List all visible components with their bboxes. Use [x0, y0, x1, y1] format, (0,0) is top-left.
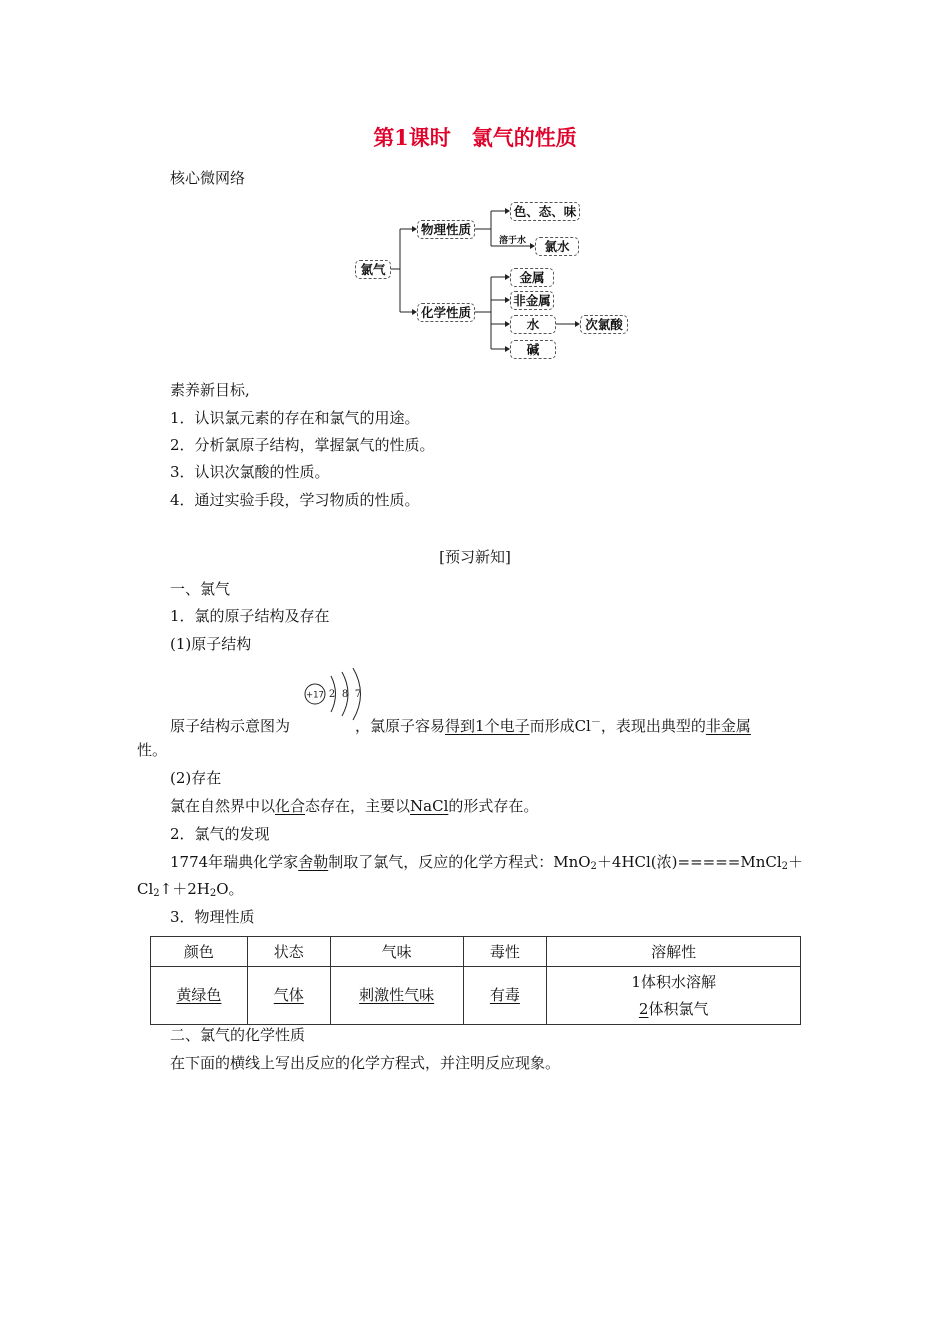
answer-combined: 化合 [275, 797, 306, 815]
node-chemical-properties: 化学性质 [417, 303, 475, 322]
table-header: 状态 [247, 937, 330, 967]
answer-nacl: NaCl [410, 797, 449, 815]
table-cell-color: 黄绿色 [151, 967, 248, 1025]
subheading-structure: (1)原子结构 [170, 635, 252, 653]
answer-scheele: 舍勒 [298, 853, 329, 871]
table-cell-smell: 刺激性气味 [330, 967, 463, 1025]
goal-item: 2．分析氯原子结构，掌握氯气的性质。 [170, 436, 435, 454]
nucleus-charge: +17 [306, 690, 324, 701]
node-metal: 金属 [510, 268, 554, 287]
existence-sentence: 氯在自然界中以化合态存在，主要以NaCl的形式存在。 [170, 797, 539, 815]
node-color-state-smell: 色、态、味 [510, 202, 580, 221]
part2-instruction: 在下面的横线上写出反应的化学方程式，并注明反应现象。 [170, 1054, 561, 1072]
table-cell-state: 气体 [247, 967, 330, 1025]
discovery-sentence: 1774年瑞典化学家舍勒制取了氯气，反应的化学方程式：MnO$_2$＋4HCl(浓)=====MnCl$_2$＋ [170, 853, 804, 872]
node-physical-properties: 物理性质 [417, 220, 475, 239]
shell-electrons: 8 [341, 689, 349, 700]
answer-nonmetal: 非金属 [705, 717, 751, 735]
goal-item: 3．认识次氯酸的性质。 [170, 463, 330, 481]
part2-heading: 二、氯气的化学性质 [170, 1026, 306, 1044]
shell-electrons: 2 [328, 689, 336, 700]
table-header: 毒性 [463, 937, 547, 967]
part1-heading: 一、氯气 [170, 580, 231, 598]
answer-gain-electron: 得到1个电子 [445, 717, 530, 735]
table-header-row [151, 937, 801, 967]
subheading-physical-properties: 3．物理性质 [170, 908, 255, 926]
label-dissolve-in-water: 溶于水 [499, 236, 527, 246]
subheading-discovery: 2．氯气的发现 [170, 825, 270, 843]
section-preview-heading: [预习新知] [439, 548, 511, 566]
node-alkali: 碱 [510, 340, 556, 359]
page-title: 第1课时 氯气的性质 [373, 125, 577, 150]
table-header: 溶解性 [547, 937, 801, 967]
goal-item: 4．通过实验手段，学习物质的性质。 [170, 491, 420, 509]
table-header: 气味 [330, 937, 463, 967]
node-water: 水 [510, 315, 556, 334]
node-chlorine: 氯气 [355, 260, 391, 279]
table-cell-toxicity: 有毒 [463, 967, 547, 1025]
table-cell-solubility: 1体积水溶解 2体积氯气 [547, 967, 801, 1025]
diagram-connectors [0, 0, 950, 400]
node-hypochlorous-acid: 次氯酸 [580, 315, 628, 334]
atom-structure-sentence-end: 性。 [137, 741, 168, 759]
node-nonmetal: 非金属 [510, 291, 554, 310]
subheading-existence: (2)存在 [170, 769, 222, 787]
shell-electrons: 7 [354, 689, 362, 700]
physical-properties-table [150, 936, 801, 1025]
goals-heading: 素养新目标, [170, 381, 250, 399]
table-row [151, 967, 801, 1025]
subheading-atomic-structure: 1．氯的原子结构及存在 [170, 607, 330, 625]
table-header: 颜色 [151, 937, 248, 967]
node-chlorine-water: 氯水 [535, 237, 579, 256]
goal-item: 1．认识氯元素的存在和氯气的用途。 [170, 409, 420, 427]
discovery-equation-end: $Cl_2↑+2H_2O$。 [137, 880, 244, 899]
atom-structure-sentence: 原子结构示意图为 ，氯原子容易得到1个电子而形成Cl－，表现出典型的非金属 [170, 717, 751, 735]
network-heading: 核心微网络 [170, 169, 246, 187]
